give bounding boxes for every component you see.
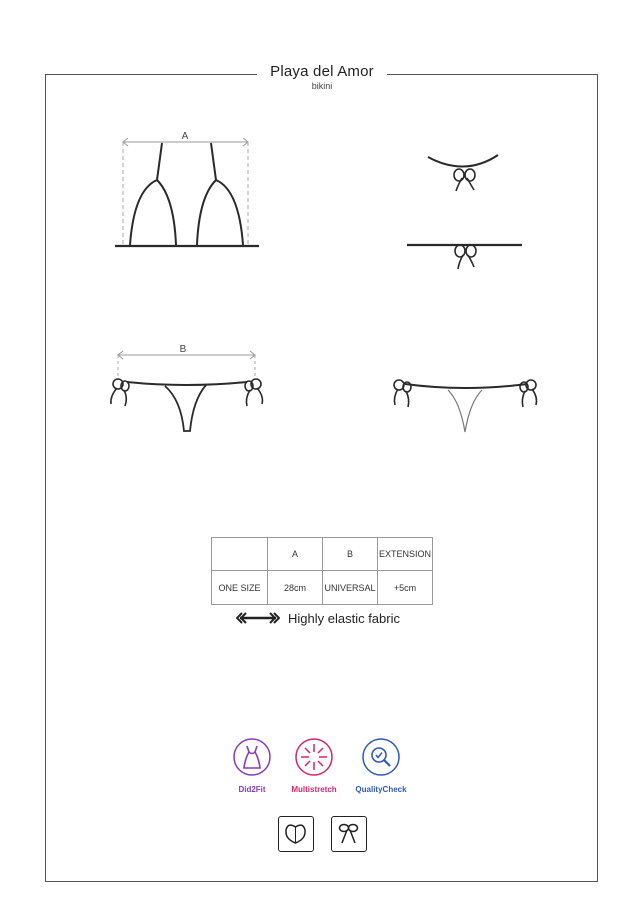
badge-label: Did2Fit [238, 785, 266, 794]
size-table-cell: +5cm [378, 571, 433, 605]
bikini-top-back-drawing [400, 145, 530, 275]
size-table-row [212, 571, 433, 605]
badge-label: QualityCheck [355, 785, 407, 794]
badge-multistretch [286, 737, 342, 794]
magnifier-check-icon [361, 737, 401, 777]
product-subtitle: bikini [311, 81, 333, 91]
measurement-a-label: A [181, 131, 189, 142]
size-table-header-cell: B [323, 538, 378, 571]
fabric-note [236, 609, 400, 627]
dress-icon [232, 737, 272, 777]
size-table-header-row [212, 538, 433, 571]
size-table-cell: UNIVERSAL [323, 571, 378, 605]
size-table-cell: ONE SIZE [212, 571, 268, 605]
bikini-bottom-back-drawing [390, 372, 540, 437]
badge-label: Multistretch [291, 785, 337, 794]
gift-bow-icon [331, 816, 367, 852]
badge-did2fit [227, 737, 277, 794]
fabric-note-text: Highly elastic fabric [288, 610, 400, 626]
measurement-b-label: B [179, 344, 187, 355]
size-table-header-cell: EXTENSION [378, 538, 433, 571]
elastic-arrows-icon [236, 612, 280, 624]
badge-qualitycheck [351, 737, 411, 794]
bikini-top-front-drawing [110, 125, 265, 255]
stretch-burst-icon [294, 737, 334, 777]
header [257, 60, 387, 104]
bra-cups-icon [278, 816, 314, 852]
size-table-cell: 28cm [268, 571, 323, 605]
product-title: Playa del Amor [270, 63, 374, 80]
size-table-header-cell: A [268, 538, 323, 571]
size-table [211, 537, 433, 605]
bikini-bottom-front-drawing [105, 340, 270, 440]
size-table-header-cell [212, 538, 268, 571]
